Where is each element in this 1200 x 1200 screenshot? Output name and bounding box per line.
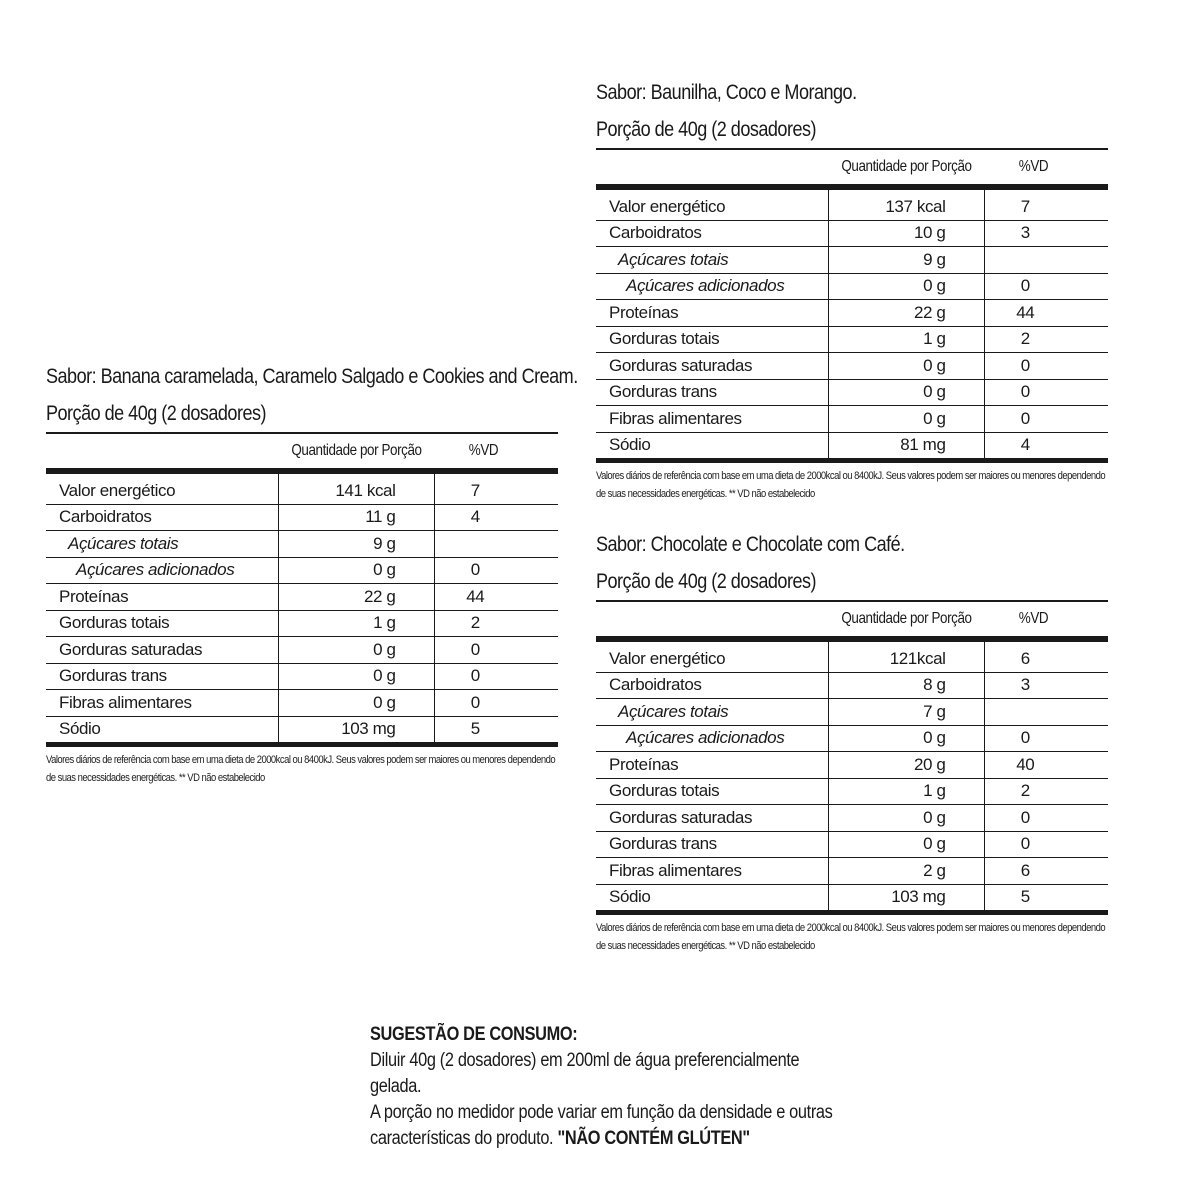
nutrient-quantity: 7 g xyxy=(828,699,984,726)
nutrient-quantity: 9 g xyxy=(828,247,984,274)
nutrient-name: Gorduras totais xyxy=(596,326,828,353)
table-row xyxy=(46,504,558,531)
panel-portion: Porção de 40g (2 dosadores) xyxy=(596,118,816,141)
nutrient-name: Gorduras trans xyxy=(46,663,278,690)
nutrient-vd: 0 xyxy=(434,663,558,690)
footnote: Valores diários de referência com base em uma dieta de 2000kcal ou 8400kJ. Seus valores podem ser maiores ou menores dependendo de suas necessidades energéticas. ** VD não estabelecido xyxy=(46,754,556,784)
nutrient-vd: 4 xyxy=(434,504,558,531)
nutrient-name: Fibras alimentares xyxy=(596,406,828,433)
header-vd: %VD xyxy=(984,601,1108,639)
table-row xyxy=(596,187,1108,220)
nutrient-vd: 0 xyxy=(984,831,1108,858)
nutrient-name: Carboidratos xyxy=(596,672,828,699)
nutrient-quantity: 1 g xyxy=(828,778,984,805)
table-row xyxy=(596,884,1108,913)
nutrient-name: Fibras alimentares xyxy=(46,690,278,717)
nutrient-quantity: 11 g xyxy=(278,504,434,531)
consumption-suggestion xyxy=(370,1022,840,1152)
nutrient-name: Proteínas xyxy=(46,584,278,611)
nutrient-name: Valor energético xyxy=(596,639,828,672)
nutrient-vd: 0 xyxy=(984,406,1108,433)
table-row xyxy=(596,300,1108,327)
nutrient-quantity: 0 g xyxy=(278,663,434,690)
nutrient-quantity: 0 g xyxy=(828,379,984,406)
nutrient-vd: 7 xyxy=(984,187,1108,220)
nutrient-vd: 0 xyxy=(984,805,1108,832)
suggestion-line2-wrap xyxy=(370,1100,834,1152)
nutrient-quantity: 0 g xyxy=(828,406,984,433)
table-row xyxy=(596,379,1108,406)
nutrient-vd: 0 xyxy=(434,557,558,584)
table-row xyxy=(46,531,558,558)
nutrient-vd: 3 xyxy=(984,220,1108,247)
nutrient-name: Gorduras trans xyxy=(596,831,828,858)
nutrient-vd xyxy=(434,531,558,558)
nutrient-quantity: 0 g xyxy=(828,805,984,832)
table-row xyxy=(596,326,1108,353)
table-row xyxy=(596,672,1108,699)
header-qty: Quantidade por Porção xyxy=(828,601,984,639)
nutrient-vd xyxy=(984,699,1108,726)
nutrient-quantity: 141 kcal xyxy=(278,471,434,504)
nutrient-quantity: 0 g xyxy=(278,557,434,584)
nutrient-vd: 4 xyxy=(984,432,1108,461)
panel-title: Sabor: Banana caramelada, Caramelo Salgado e Cookies and Cream. xyxy=(46,365,578,388)
nutrient-quantity: 0 g xyxy=(278,637,434,664)
table-row xyxy=(596,752,1108,779)
nutrient-quantity: 1 g xyxy=(828,326,984,353)
nutrient-vd: 5 xyxy=(434,716,558,745)
table-row xyxy=(46,637,558,664)
header-qty: Quantidade por Porção xyxy=(828,149,984,187)
nutrient-name: Gorduras saturadas xyxy=(596,353,828,380)
nutrient-name: Açúcares adicionados xyxy=(46,557,278,584)
nutrient-name: Proteínas xyxy=(596,300,828,327)
table-row xyxy=(596,273,1108,300)
table-row xyxy=(596,778,1108,805)
nutrient-quantity: 103 mg xyxy=(828,884,984,913)
nutrient-quantity: 9 g xyxy=(278,531,434,558)
table-row xyxy=(596,353,1108,380)
nutrient-name: Sódio xyxy=(46,716,278,745)
nutrient-quantity: 0 g xyxy=(278,690,434,717)
nutrient-name: Proteínas xyxy=(596,752,828,779)
panel-title: Sabor: Baunilha, Coco e Morango. xyxy=(596,81,857,104)
table-row xyxy=(46,610,558,637)
nutrient-quantity: 0 g xyxy=(828,831,984,858)
nutrition-table xyxy=(596,148,1108,463)
nutrient-vd: 3 xyxy=(984,672,1108,699)
nutrient-quantity: 22 g xyxy=(828,300,984,327)
nutrient-vd: 0 xyxy=(984,725,1108,752)
nutrient-name: Gorduras saturadas xyxy=(596,805,828,832)
nutrition-table xyxy=(596,600,1108,915)
nutrient-name: Açúcares adicionados xyxy=(596,273,828,300)
nutrient-vd: 2 xyxy=(434,610,558,637)
table-row xyxy=(596,406,1108,433)
nutrient-vd: 6 xyxy=(984,639,1108,672)
table-row xyxy=(46,584,558,611)
table-row xyxy=(596,831,1108,858)
nutrient-name: Valor energético xyxy=(46,471,278,504)
suggestion-heading: SUGESTÃO DE CONSUMO: xyxy=(370,1024,578,1045)
nutrient-quantity: 1 g xyxy=(278,610,434,637)
nutrient-quantity: 81 mg xyxy=(828,432,984,461)
nutrient-quantity: 0 g xyxy=(828,353,984,380)
nutrient-name: Sódio xyxy=(596,884,828,913)
nutrient-quantity: 0 g xyxy=(828,273,984,300)
panel-title: Sabor: Chocolate e Chocolate com Café. xyxy=(596,533,905,556)
nutrient-vd: 0 xyxy=(984,353,1108,380)
footnote: Valores diários de referência com base em uma dieta de 2000kcal ou 8400kJ. Seus valores podem ser maiores ou menores dependendo de suas necessidades energéticas. ** VD não estabelecido xyxy=(596,470,1106,500)
nutrient-quantity: 121kcal xyxy=(828,639,984,672)
nutrient-name: Gorduras totais xyxy=(46,610,278,637)
suggestion-line2: A porção no medidor pode variar em função da densidade e outras características do produto. xyxy=(370,1102,833,1149)
nutrient-name: Carboidratos xyxy=(596,220,828,247)
nutrient-name: Gorduras totais xyxy=(596,778,828,805)
footnote: Valores diários de referência com base em uma dieta de 2000kcal ou 8400kJ. Seus valores podem ser maiores ou menores dependendo de suas necessidades energéticas. ** VD não estabelecido xyxy=(596,922,1106,952)
panel-baunilha xyxy=(596,74,1108,503)
table-row xyxy=(596,247,1108,274)
table-row xyxy=(596,725,1108,752)
header-blank xyxy=(596,601,828,639)
nutrient-vd: 7 xyxy=(434,471,558,504)
nutrient-vd: 0 xyxy=(434,637,558,664)
header-vd: %VD xyxy=(434,433,558,471)
nutrient-quantity: 2 g xyxy=(828,858,984,885)
table-row xyxy=(46,663,558,690)
nutrient-quantity: 10 g xyxy=(828,220,984,247)
header-vd: %VD xyxy=(984,149,1108,187)
nutrient-vd: 0 xyxy=(984,379,1108,406)
nutrient-name: Sódio xyxy=(596,432,828,461)
table-row xyxy=(596,858,1108,885)
panel-portion: Porção de 40g (2 dosadores) xyxy=(46,402,266,425)
table-row xyxy=(596,220,1108,247)
nutrient-name: Açúcares totais xyxy=(46,531,278,558)
nutrient-quantity: 137 kcal xyxy=(828,187,984,220)
table-row xyxy=(596,639,1108,672)
nutrient-vd: 44 xyxy=(984,300,1108,327)
header-blank xyxy=(46,433,278,471)
nutrient-quantity: 20 g xyxy=(828,752,984,779)
table-row xyxy=(46,690,558,717)
table-row xyxy=(46,471,558,504)
nutrient-vd: 0 xyxy=(984,273,1108,300)
panel-banana xyxy=(46,358,578,787)
nutrient-vd: 2 xyxy=(984,326,1108,353)
nutrient-vd: 44 xyxy=(434,584,558,611)
panel-portion: Porção de 40g (2 dosadores) xyxy=(596,570,816,593)
suggestion-line1: Diluir 40g (2 dosadores) em 200ml de água preferencialmente gelada. xyxy=(370,1050,800,1097)
nutrient-vd: 40 xyxy=(984,752,1108,779)
table-row xyxy=(46,716,558,745)
nutrient-vd: 6 xyxy=(984,858,1108,885)
nutrient-vd: 2 xyxy=(984,778,1108,805)
nutrient-name: Carboidratos xyxy=(46,504,278,531)
header-blank xyxy=(596,149,828,187)
nutrient-name: Valor energético xyxy=(596,187,828,220)
nutrient-name: Fibras alimentares xyxy=(596,858,828,885)
nutrient-quantity: 0 g xyxy=(828,725,984,752)
nutrition-table xyxy=(46,432,558,747)
nutrient-name: Açúcares totais xyxy=(596,699,828,726)
nutrient-name: Gorduras trans xyxy=(596,379,828,406)
header-qty: Quantidade por Porção xyxy=(278,433,434,471)
nutrient-vd: 0 xyxy=(434,690,558,717)
nutrient-quantity: 22 g xyxy=(278,584,434,611)
nutrient-name: Açúcares adicionados xyxy=(596,725,828,752)
gluten-free-notice: "NÃO CONTÉM GLÚTEN" xyxy=(557,1128,750,1149)
table-row xyxy=(46,557,558,584)
table-row xyxy=(596,699,1108,726)
table-row xyxy=(596,432,1108,461)
nutrient-name: Açúcares totais xyxy=(596,247,828,274)
nutrient-quantity: 103 mg xyxy=(278,716,434,745)
nutrient-vd xyxy=(984,247,1108,274)
nutrient-quantity: 8 g xyxy=(828,672,984,699)
table-row xyxy=(596,805,1108,832)
panel-chocolate xyxy=(596,526,1108,955)
nutrient-name: Gorduras saturadas xyxy=(46,637,278,664)
nutrient-vd: 5 xyxy=(984,884,1108,913)
